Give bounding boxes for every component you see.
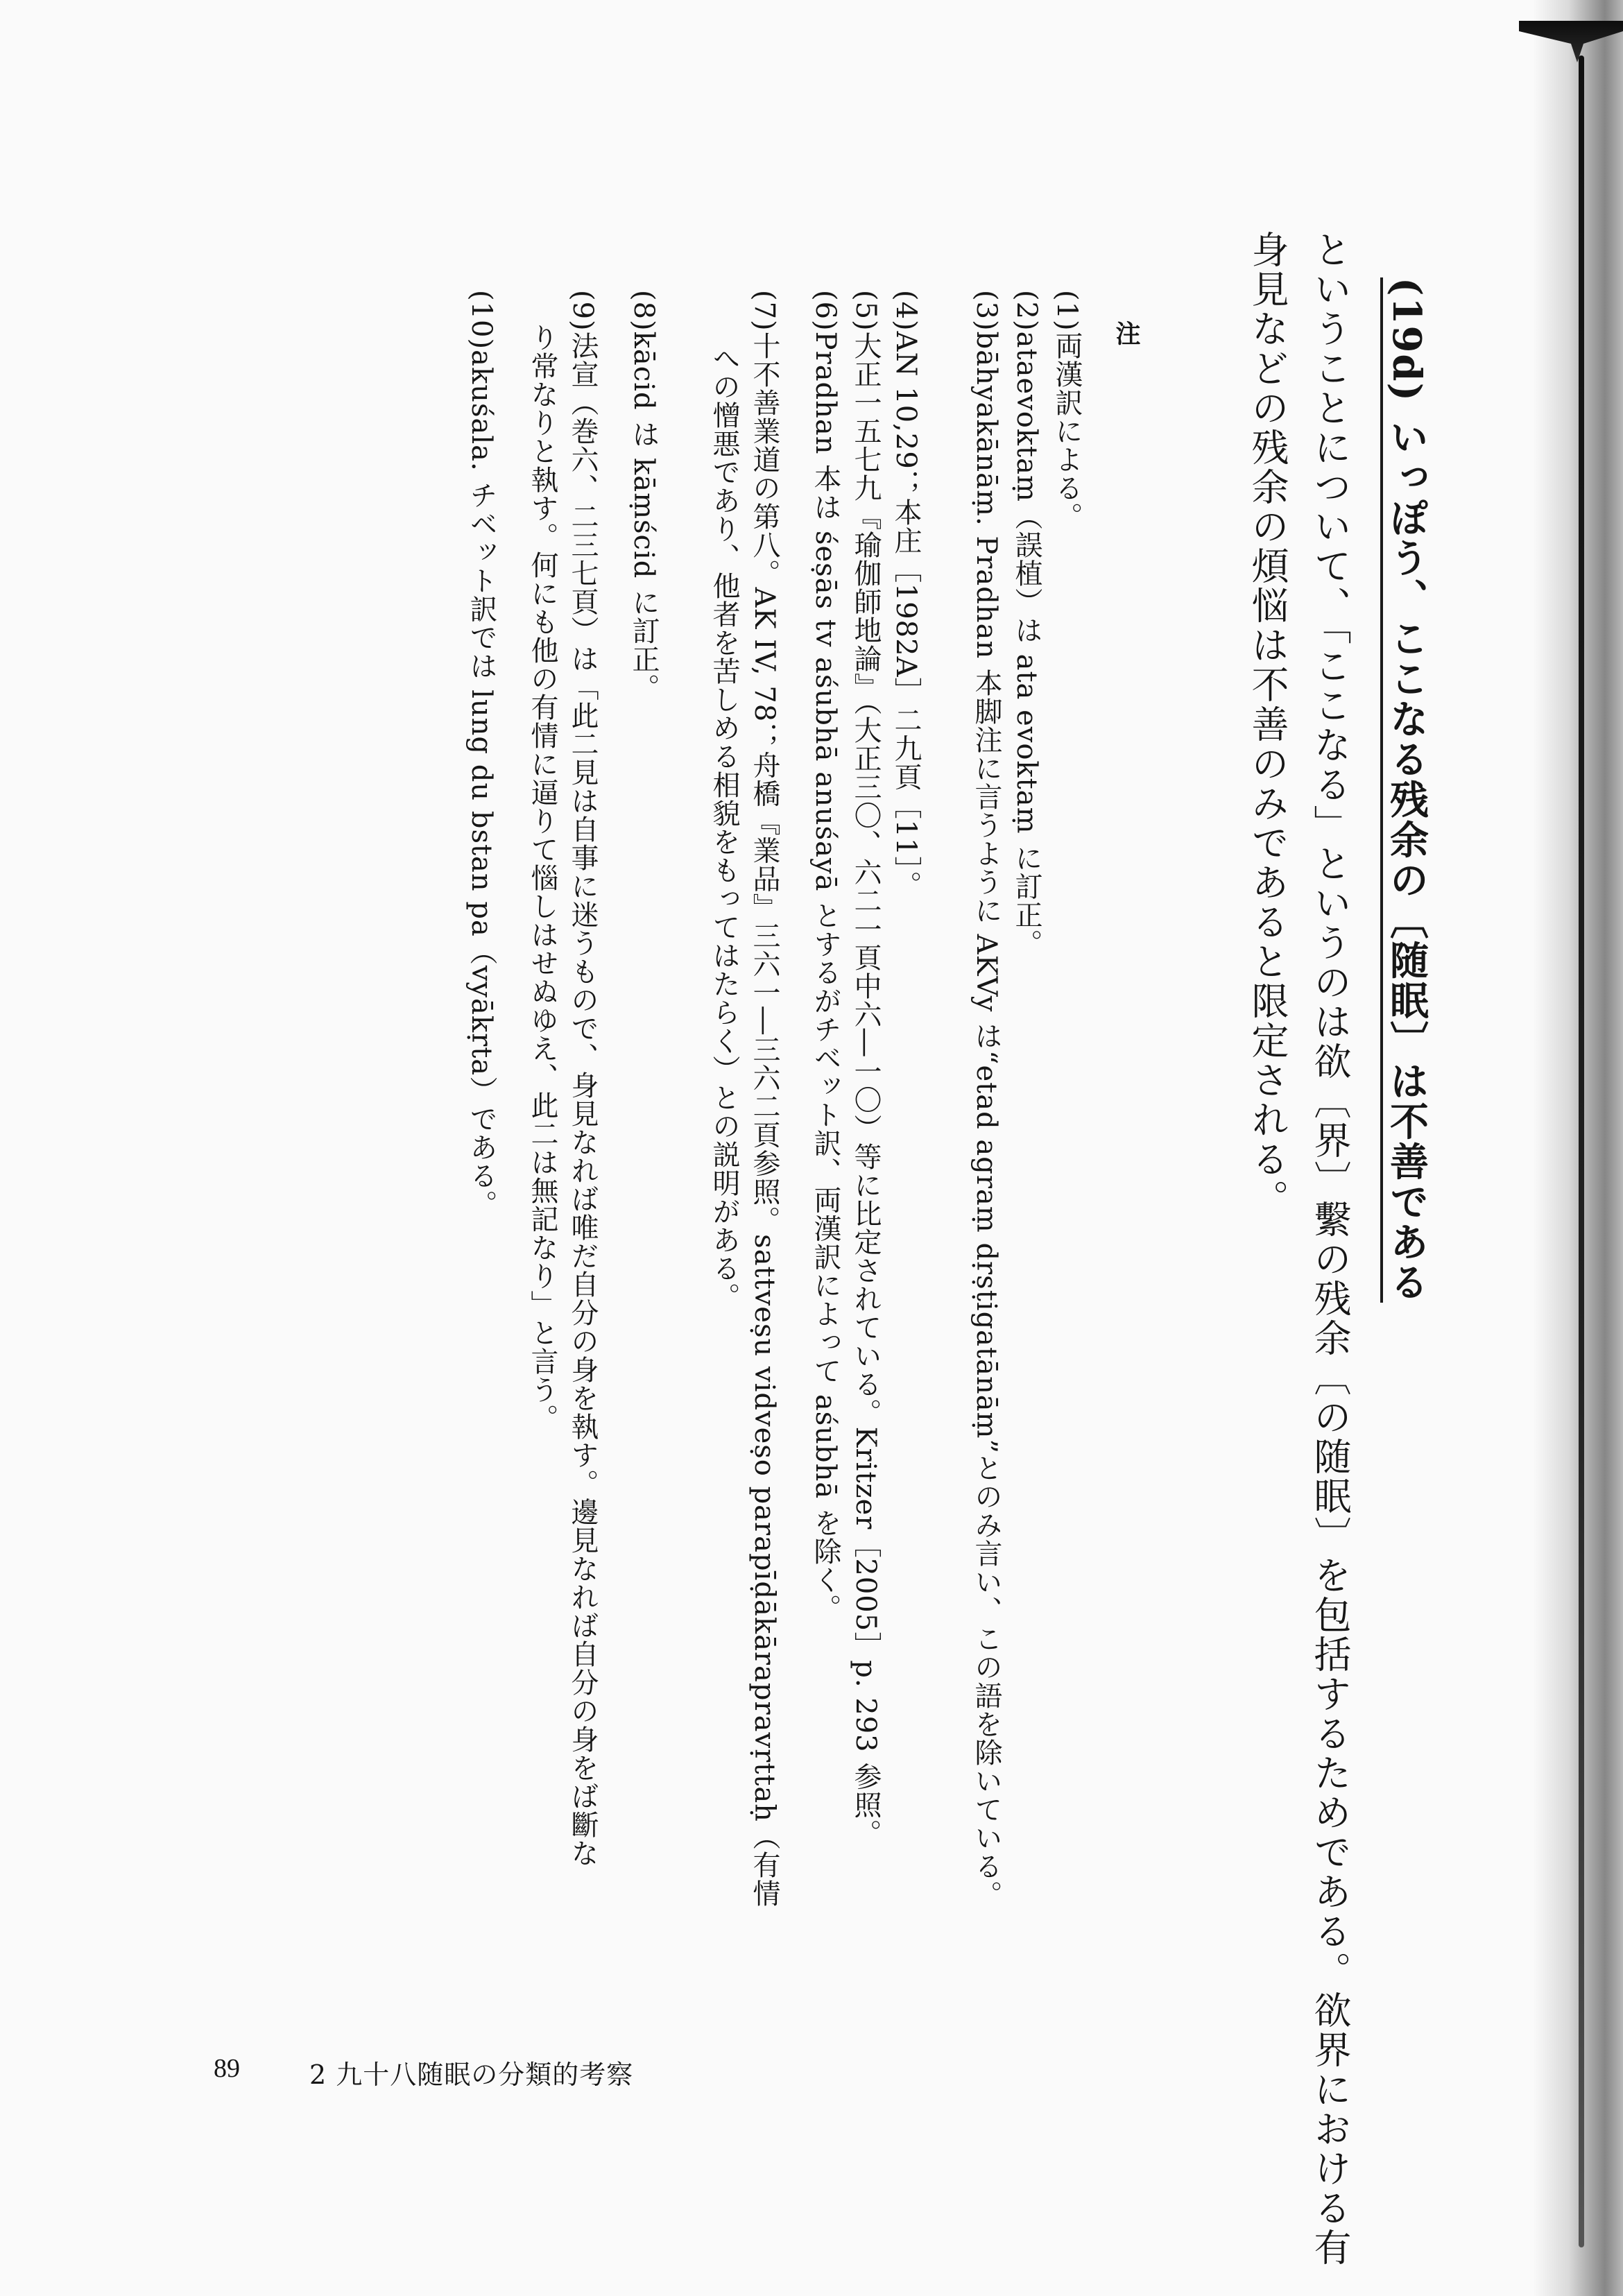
body-line-1: ということについて、「ここなる」というのは欲〔界〕繫の残余〔の随眠〕を包括するためである。欲界における有 [1308,230,1352,2268]
note-8 [630,290,658,702]
section-heading: (19d) いっぽう、ここなる残余の〔随眠〕は不善である [1380,277,1426,1303]
note-number: (7) [748,290,780,332]
running-title: 2 九十八随眠の分類的考察 [309,2059,634,2090]
note-1 [1053,290,1081,531]
note-9-continued [526,323,558,1432]
note-text: ataevoktaṃ（誤植）は ata evoktaṃ に訂正。 [1011,331,1042,958]
page-number: 89 [214,2054,240,2083]
note-10 [467,290,495,1218]
note-text: 両漢訳による。 [1051,331,1083,531]
note-text: 法宣（巻六、二三七頁）は「此二見は自事に迷うもので、身見なれば唯だ自分の身を執す。邊見なれば自分の身をば斷な [567,331,599,1867]
note-number: (1) [1051,290,1083,332]
note-text: bāhyakānāṃ. Pradhan 本脚注に言うように AKVy は“etad agraṃ dṛṣṭigatānāṃ”とのみ言い、この語を除いている。 [970,331,1002,1909]
note-text: Pradhan 本は śeṣās tv aśubhā anuśayā とするがチベット訳、両漢訳によって aśubhā を除く。 [809,331,841,1622]
note-text: 大正一五七九『瑜伽師地論』（大正三〇、六二一頁中六―一〇）等に比定されている。Kritzer［2005］p. 293 参照。 [850,331,882,1848]
notes-title: 注 [1112,320,1141,345]
note-number: (6) [809,290,841,332]
note-text: 十不善業道の第八。AK IV, 78；舟橋『業品』三六一―三六二頁参照。sattveṣu vidveṣo parapīḍākārapravṛttaḥ（有情 [748,331,780,1908]
note-3 [972,290,1000,1909]
note-number: (10) [465,290,497,350]
note-7 [750,290,778,1908]
body-line-2: 身見などの残余の煩悩は不善のみであると限定される。 [1246,230,1289,1219]
binding-shadow [1533,0,1623,2296]
note-9 [567,290,599,1867]
note-text: kācid は kāṃścid に訂正。 [628,331,660,703]
note-number: (5) [850,290,882,332]
note-text: への憎悪であり、他者を苦しめる相貌をもってはたらく）との説明がある。 [708,344,740,1311]
note-text: り常なりと執す。何にも他の有情に逼りて惱しはせぬゆえ、此二は無記なり」と言う。 [526,323,558,1432]
note-text: AN 10,29；本庄［1982A］二九頁［11］。 [890,331,922,900]
note-text: akuśala. チベット訳では lung du bstan pa（vyākṛta）である。 [465,350,497,1219]
note-number: (8) [628,290,660,332]
note-5 [850,290,882,1848]
note-number: (4) [890,290,922,332]
note-7-continued [710,344,738,1311]
note-number: (3) [970,290,1002,332]
note-2 [1013,290,1040,957]
note-4 [892,290,920,899]
note-6 [809,290,841,1622]
note-number: (2) [1011,290,1042,332]
note-number: (9) [567,290,599,332]
binding-edge-line [1579,55,1584,2247]
